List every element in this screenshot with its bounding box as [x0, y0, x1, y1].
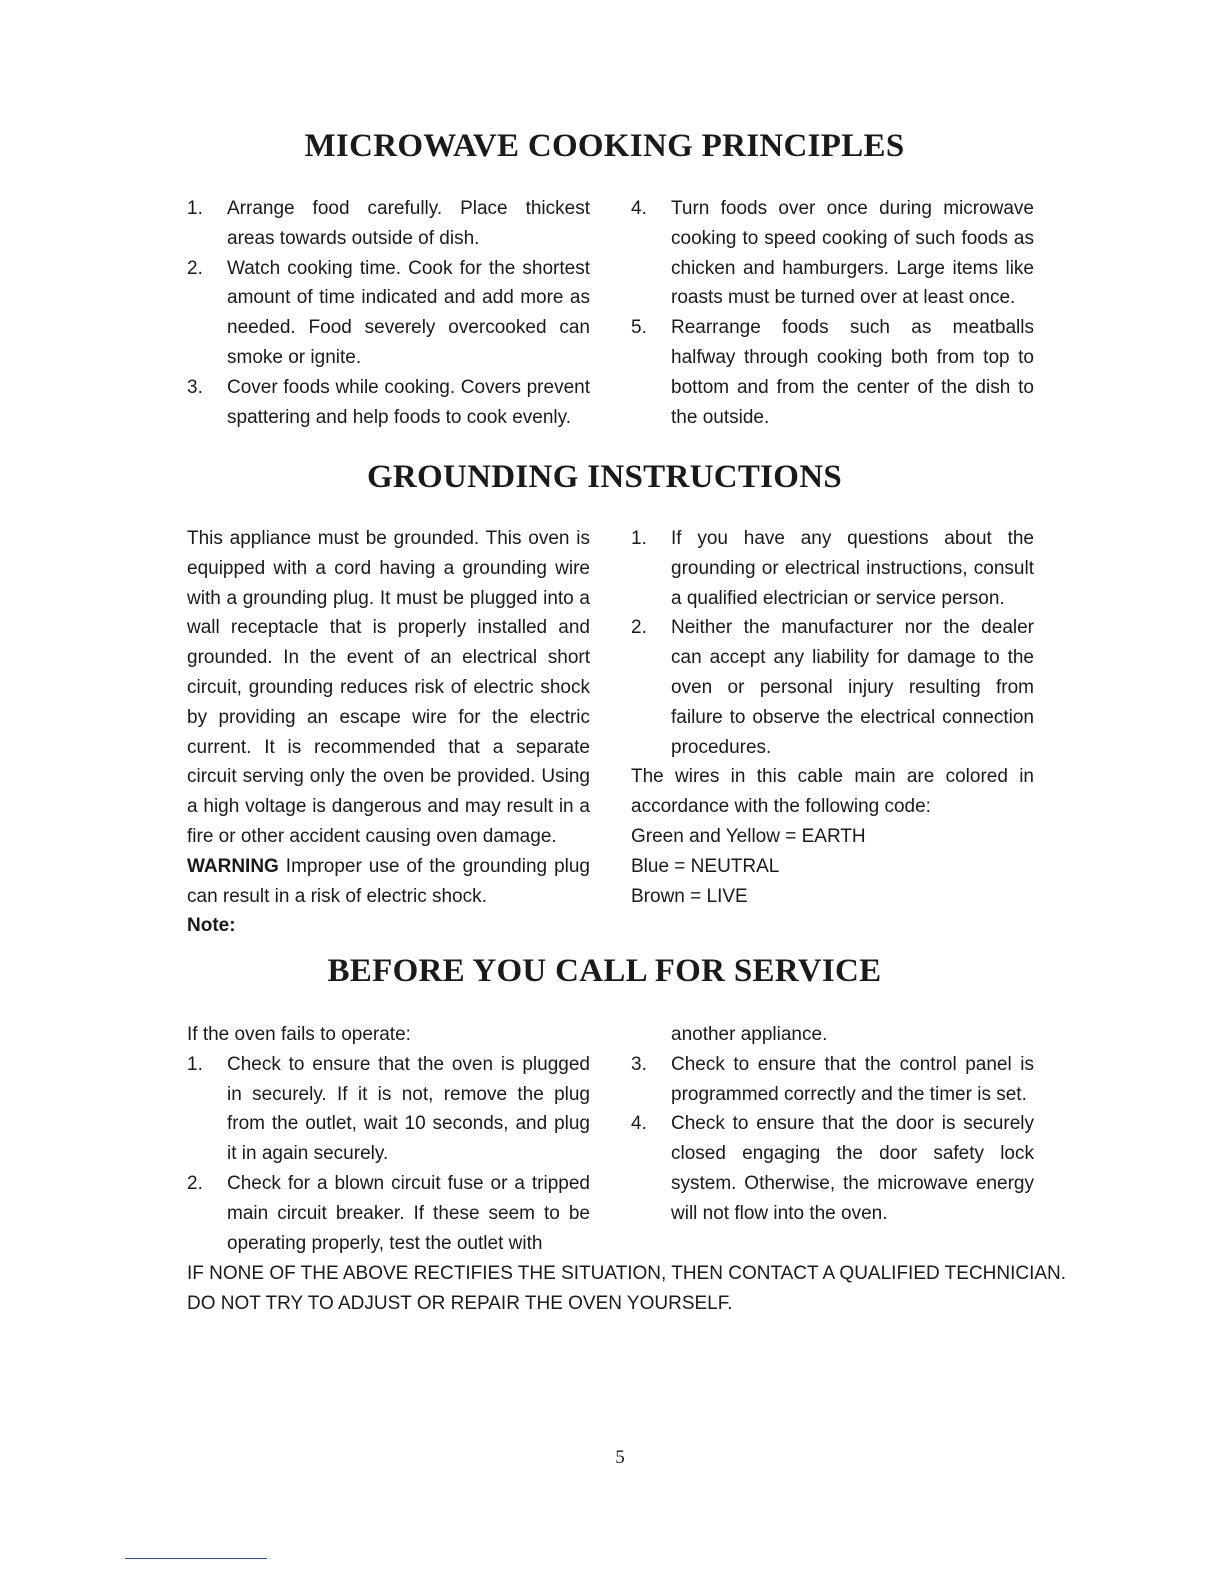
microwave-cooking-principles-heading: MICROWAVE COOKING PRINCIPLES: [304, 128, 905, 164]
list-item: [187, 1169, 590, 1258]
list-item: [631, 613, 1034, 762]
list-text: If you have any questions about the grounding or electrical instructions, consult a qualified electrician or service person.: [671, 528, 1034, 609]
grounding-paragraph: This appliance must be grounded. This oven is equipped with a cord having a grounding wire with a grounding plug. It must be plugged into a wall receptacle that is properly installed and grounded. In the event of an electrical short circuit, grounding reduces risk of electric shock by providing an escape wire for the electric current. It is recommended that a separate circuit serving only the oven be provided. Using a high voltage is dangerous and may result in a fire or other accident causing oven damage.: [187, 528, 590, 847]
list-item: [631, 194, 1034, 313]
list-item-continued: [631, 1020, 1034, 1050]
grounding-instructions-heading: GROUNDING INSTRUCTIONS: [366, 459, 843, 495]
list-number: 3.: [187, 376, 203, 398]
warning-label: WARNING: [187, 855, 279, 877]
wire-code-earth: Green and Yellow = EARTH: [631, 825, 866, 847]
service-right-column: [631, 1020, 1034, 1229]
wire-code-neutral: Blue = NEUTRAL: [631, 855, 780, 877]
before-you-call-heading: BEFORE YOU CALL FOR SERVICE: [327, 953, 882, 989]
list-number: 4.: [631, 1113, 647, 1135]
footnote-divider: [125, 1558, 267, 1559]
closing-line-2: DO NOT TRY TO ADJUST OR REPAIR THE OVEN YOURSELF.: [187, 1292, 733, 1314]
list-text: Turn foods over once during microwave cooking to speed cooking of such foods as chicken and hamburgers. Large items like roasts must be turned over at least once.: [671, 198, 1034, 309]
wire-code-live: Brown = LIVE: [631, 885, 748, 907]
list-text: Check for a blown circuit fuse or a tripped main circuit breaker. If these seem to be operating properly, test the outlet with: [227, 1172, 590, 1254]
list-item: [187, 1050, 590, 1169]
list-text: Watch cooking time. Cook for the shortest amount of time indicated and add more as needed. Food severely overcooked can smoke or ignite.: [227, 257, 590, 368]
warning-paragraph: [187, 852, 590, 912]
service-intro: If the oven fails to operate:: [187, 1024, 411, 1045]
list-number: 1.: [187, 1053, 203, 1075]
list-item: [631, 1109, 1034, 1228]
list-text: Rearrange foods such as meatballs halfway through cooking both from top to bottom and from the center of the dish to the outside.: [671, 317, 1034, 428]
list-number: 2.: [187, 257, 203, 279]
cooking-principles-left-column: [187, 194, 590, 432]
service-left-column: [187, 1020, 590, 1258]
list-item: [187, 194, 590, 254]
note-label: Note:: [187, 915, 236, 937]
list-number: 1.: [631, 528, 647, 549]
list-item: [187, 254, 590, 373]
cooking-principles-right-column: [631, 194, 1034, 432]
page-number: 5: [615, 1447, 625, 1468]
wires-intro: The wires in this cable main are colored in accordance with the following code:: [631, 766, 1034, 818]
list-text: Neither the manufacturer nor the dealer can accept any liability for damage to the oven or personal injury resulting from failure to observe the electrical connection procedures.: [671, 617, 1034, 758]
list-item: [631, 524, 1034, 613]
list-item: [631, 313, 1034, 432]
closing-notice: [187, 1259, 1067, 1319]
list-text: Check to ensure that the control panel is programmed correctly and the timer is set.: [671, 1053, 1034, 1105]
list-text: Check to ensure that the door is securely closed engaging the door safety lock system. Otherwise, the microwave energy will not flow into the oven.: [671, 1113, 1034, 1224]
list-number: 2.: [187, 1172, 203, 1194]
list-item: [187, 373, 590, 433]
list-number: 4.: [631, 198, 647, 219]
list-number: 2.: [631, 617, 647, 639]
list-text: Check to ensure that the oven is plugged in securely. If it is not, remove the plug from the outlet, wait 10 seconds, and plug it in again securely.: [227, 1053, 590, 1165]
list-text: another appliance.: [671, 1024, 828, 1045]
warning-text: Improper use of the grounding plug can result in a risk of electric shock.: [187, 855, 590, 907]
list-text: Cover foods while cooking. Covers prevent spattering and help foods to cook evenly.: [227, 376, 590, 428]
grounding-right-column: [631, 524, 1034, 911]
list-number: 3.: [631, 1053, 647, 1075]
list-number: 5.: [631, 317, 647, 339]
closing-line-1: IF NONE OF THE ABOVE RECTIFIES THE SITUATION, THEN CONTACT A QUALIFIED TECHNICIAN.: [187, 1263, 1067, 1284]
list-text: Arrange food carefully. Place thickest areas towards outside of dish.: [227, 198, 590, 249]
grounding-left-column: [187, 524, 590, 941]
list-number: 1.: [187, 198, 203, 219]
list-item: [631, 1050, 1034, 1110]
